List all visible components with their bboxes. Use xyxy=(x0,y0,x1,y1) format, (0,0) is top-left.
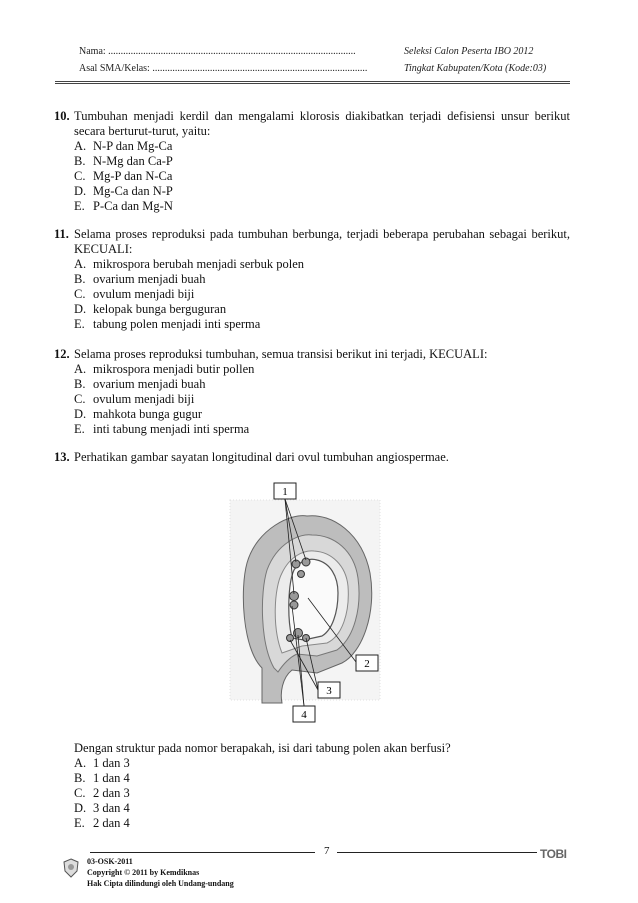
option-a[interactable]: A. 1 dan 3 xyxy=(74,756,130,770)
question-stem: Selama proses reproduksi pada tumbuhan berbunga, terjadi beberapa perubahan sebagai berikut, KECUALI: xyxy=(74,227,570,256)
label-box-2 xyxy=(356,655,378,671)
option-d[interactable]: D. 3 dan 4 xyxy=(74,801,130,815)
question-number: 12. xyxy=(54,347,70,361)
polar-nucleus xyxy=(290,601,298,609)
tobi-logo xyxy=(540,845,572,859)
option-e[interactable]: E. P-Ca dan Mg-N xyxy=(74,199,173,213)
figure-label: 3 xyxy=(326,685,332,697)
name-field-label: Nama: ................................................................................................... xyxy=(79,46,356,57)
question-stem: Selama proses reproduksi tumbuhan, semua transisi berikut ini terjadi, KECUALI: xyxy=(74,347,488,361)
option-e[interactable]: E. tabung polen menjadi inti sperma xyxy=(74,317,261,331)
question-stem: Tumbuhan menjadi kerdil dan mengalami klorosis diakibatkan terjadi defisiensi unsur berikut secara berturut-turut, yaitu: xyxy=(74,109,570,138)
question-10 xyxy=(54,109,570,214)
question-number: 10. xyxy=(54,109,70,123)
question-stem: Perhatikan gambar sayatan longitudinal dari ovul tumbuhan angiospermae. xyxy=(74,450,449,464)
option-e[interactable]: E. 2 dan 4 xyxy=(74,816,130,830)
figure-label: 4 xyxy=(301,709,307,721)
option-b[interactable]: B. ovarium menjadi buah xyxy=(74,272,206,286)
tobi-logo-text: TOBI xyxy=(540,847,567,861)
label-box-1 xyxy=(274,483,296,499)
option-a[interactable]: A. mikrospora menjadi butir pollen xyxy=(74,362,255,376)
kemdiknas-emblem-icon xyxy=(62,858,80,878)
exam-level: Tingkat Kabupaten/Kota (Kode:03) xyxy=(404,63,547,74)
figure-label: 2 xyxy=(364,658,370,670)
label-box-4 xyxy=(293,706,315,722)
header-divider xyxy=(55,81,570,82)
option-c[interactable]: C. ovulum menjadi biji xyxy=(74,287,195,301)
option-c[interactable]: C. 2 dan 3 xyxy=(74,786,130,800)
answer-options xyxy=(74,139,570,214)
question-number: 11. xyxy=(54,227,69,241)
header-divider-2 xyxy=(55,83,570,84)
option-d[interactable]: D. mahkota bunga gugur xyxy=(74,407,203,421)
antipodal-nucleus xyxy=(298,571,305,578)
question-prompt: Dengan struktur pada nomor berapakah, isi dari tabung polen akan berfusi? xyxy=(74,741,451,755)
question-12 xyxy=(54,347,570,437)
option-b[interactable]: B. 1 dan 4 xyxy=(74,771,130,785)
question-13 xyxy=(54,450,570,465)
question-11 xyxy=(54,227,570,332)
exam-title: Seleksi Calon Peserta IBO 2012 xyxy=(404,46,534,57)
question-number: 13. xyxy=(54,450,70,464)
option-c[interactable]: C. ovulum menjadi biji xyxy=(74,392,195,406)
option-d[interactable]: D. Mg-Ca dan N-P xyxy=(74,184,173,198)
option-c[interactable]: C. Mg-P dan N-Ca xyxy=(74,169,173,183)
question-13-prompt xyxy=(54,741,570,831)
footer-divider-left xyxy=(90,852,315,853)
answer-options xyxy=(74,362,570,437)
option-b[interactable]: B. N-Mg dan Ca-P xyxy=(74,154,173,168)
answer-options xyxy=(74,257,570,332)
page-number: 7 xyxy=(324,845,330,857)
ovule-diagram xyxy=(222,478,382,728)
option-e[interactable]: E. inti tabung menjadi inti sperma xyxy=(74,422,250,436)
footer-copyright: Copyright © 2011 by Kemdiknas xyxy=(87,868,200,877)
answer-options xyxy=(74,756,570,831)
footer-divider-right xyxy=(337,852,537,853)
figure-label: 1 xyxy=(282,486,288,498)
label-box-3 xyxy=(318,682,340,698)
option-a[interactable]: A. mikrospora berubah menjadi serbuk polen xyxy=(74,257,305,271)
school-field-label: Asal SMA/Kelas: ...................................................................................... xyxy=(79,63,368,74)
footer-rights: Hak Cipta dilindungi oleh Undang-undang xyxy=(87,879,234,888)
footer-code: 03-OSK-2011 xyxy=(87,857,133,866)
option-b[interactable]: B. ovarium menjadi buah xyxy=(74,377,206,391)
option-a[interactable]: A. N-P dan Mg-Ca xyxy=(74,139,173,153)
option-d[interactable]: D. kelopak bunga berguguran xyxy=(74,302,227,316)
